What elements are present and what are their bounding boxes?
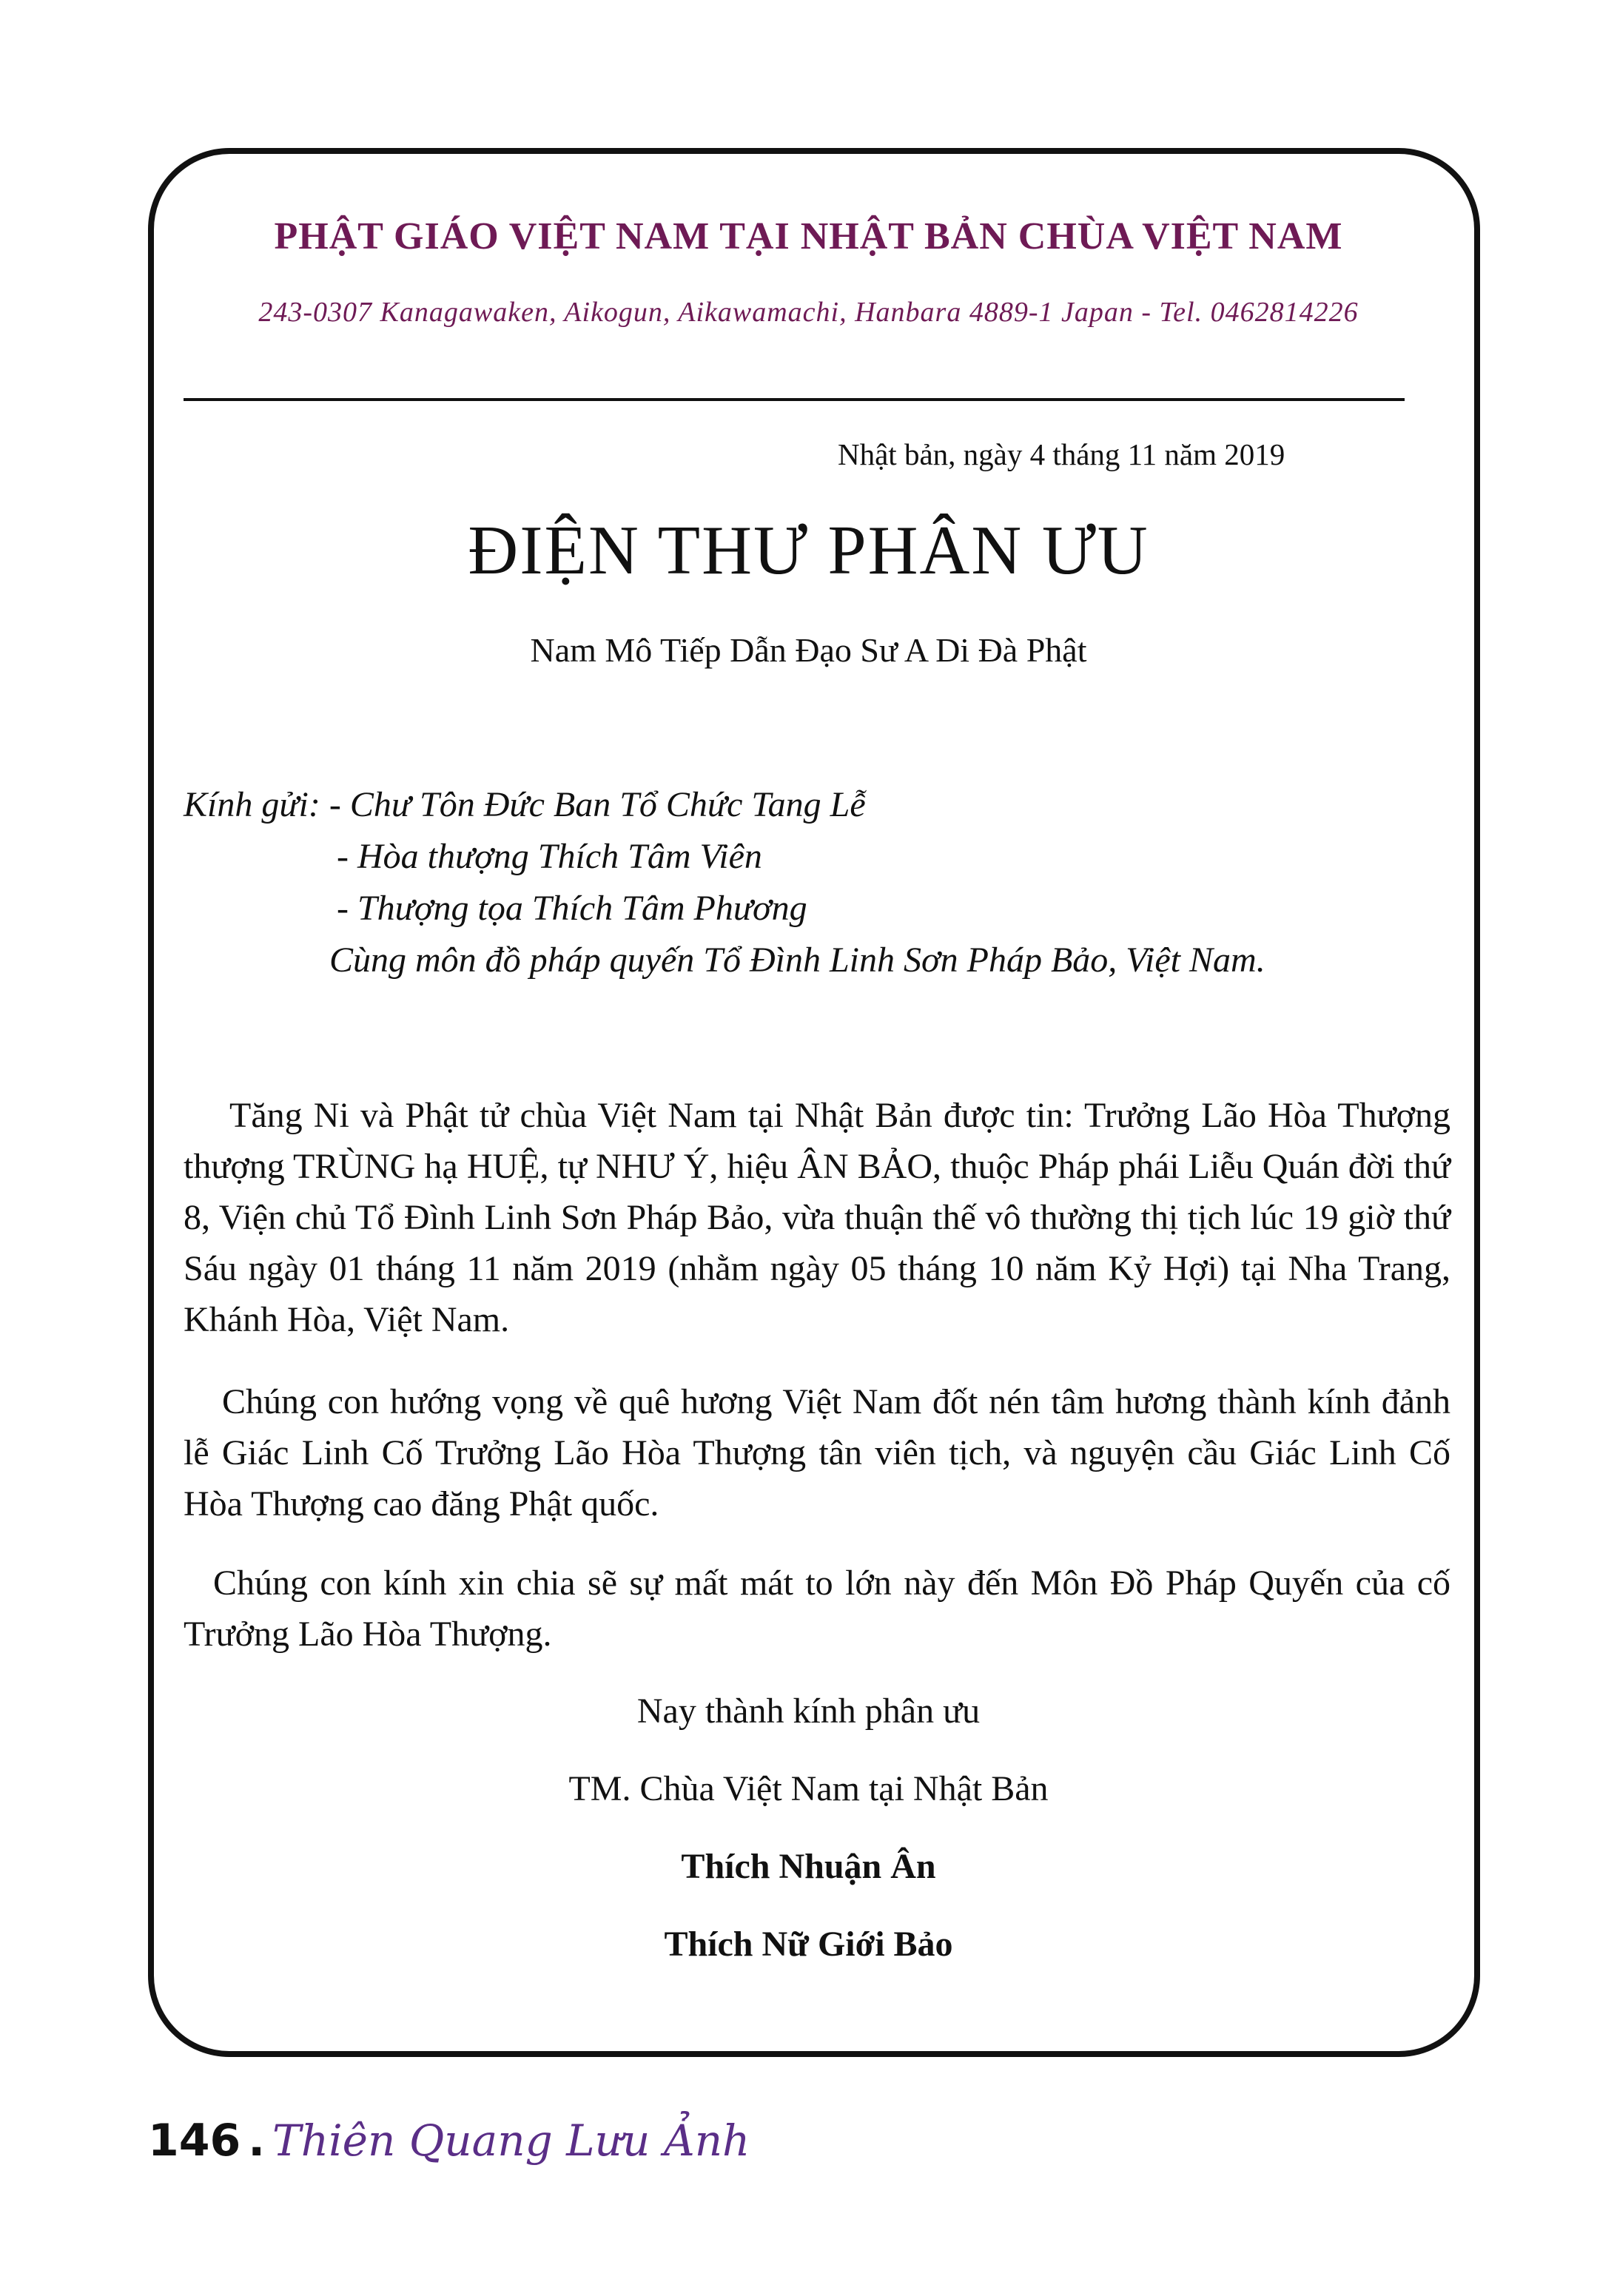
header-divider <box>184 398 1405 401</box>
signer-name-1: Thích Nhuận Ân <box>681 1847 936 1886</box>
signature-organization: TM. Chùa Việt Nam tại Nhật Bản <box>568 1769 1049 1808</box>
date-line: Nhật bản, ngày 4 tháng 11 năm 2019 <box>838 437 1285 471</box>
recipient-line-3: - Thượng tọa Thích Tâm Phương <box>337 889 807 928</box>
closing-line: Nay thành kính phân ưu <box>636 1691 981 1731</box>
footer-separator: . <box>248 2115 266 2167</box>
page-number: 146 <box>148 2115 241 2167</box>
organization-address: 243-0307 Kanagawaken, Aikogun, Aikawamachi, Hanbara 4889-1 Japan - Tel. 0462814226 <box>258 297 1359 328</box>
body-paragraph-2: Chúng con hướng vọng về quê hương Việt Nam đốt nén tâm hương thành kính đảnh lễ Giác Linh Cố Trưởng Lão Hòa Thượng tân viên tịch, và nguyện cầu Giác Linh Cố Hòa Thượng cao đăng Phật quốc. <box>184 1382 1450 1524</box>
body-paragraph-3: Chúng con kính xin chia sẽ sự mất mát to lớn này đến Môn Đồ Pháp Quyến của cố Trưởng Lão Hòa Thượng. <box>184 1563 1450 1654</box>
recipient-line-4: Cùng môn đồ pháp quyến Tổ Đình Linh Sơn Pháp Bảo, Việt Nam. <box>329 940 1265 980</box>
body-paragraph-1: Tăng Ni và Phật tử chùa Việt Nam tại Nhật Bản được tin: Trưởng Lão Hòa Thượng thượng TRÙNG hạ HUỆ, tự NHƯ Ý, hiệu ÂN BẢO, thuộc Pháp phái Liễu Quán đời thứ 8, Viện chủ Tổ Đình Linh Sơn Pháp Bảo, vừa thuận thế vô thường thị tịch lúc 19 giờ thứ Sáu ngày 01 tháng 11 năm 2019 (nhằm ngày 05 tháng 10 năm Kỷ Hợi) tại Nha Trang, Khánh Hòa, Việt Nam. <box>184 1096 1450 1339</box>
recipient-line-2: - Hòa thượng Thích Tâm Viên <box>337 837 762 876</box>
organization-name: PHẬT GIÁO VIỆT NAM TẠI NHẬT BẢN CHÙA VIỆT NAM <box>274 215 1343 257</box>
letter-title: ĐIỆN THƯ PHÂN ƯU <box>468 512 1149 589</box>
recipient-line-1: Kính gửi: - Chư Tôn Đức Ban Tổ Chức Tang Lễ <box>184 785 866 824</box>
page-footer <box>148 2115 750 2167</box>
signer-name-2: Thích Nữ Giới Bảo <box>664 1925 953 1964</box>
publication-title: Thiên Quang Lưu Ảnh <box>272 2115 750 2166</box>
salutation: Nam Mô Tiếp Dẫn Đạo Sư A Di Đà Phật <box>530 631 1087 669</box>
